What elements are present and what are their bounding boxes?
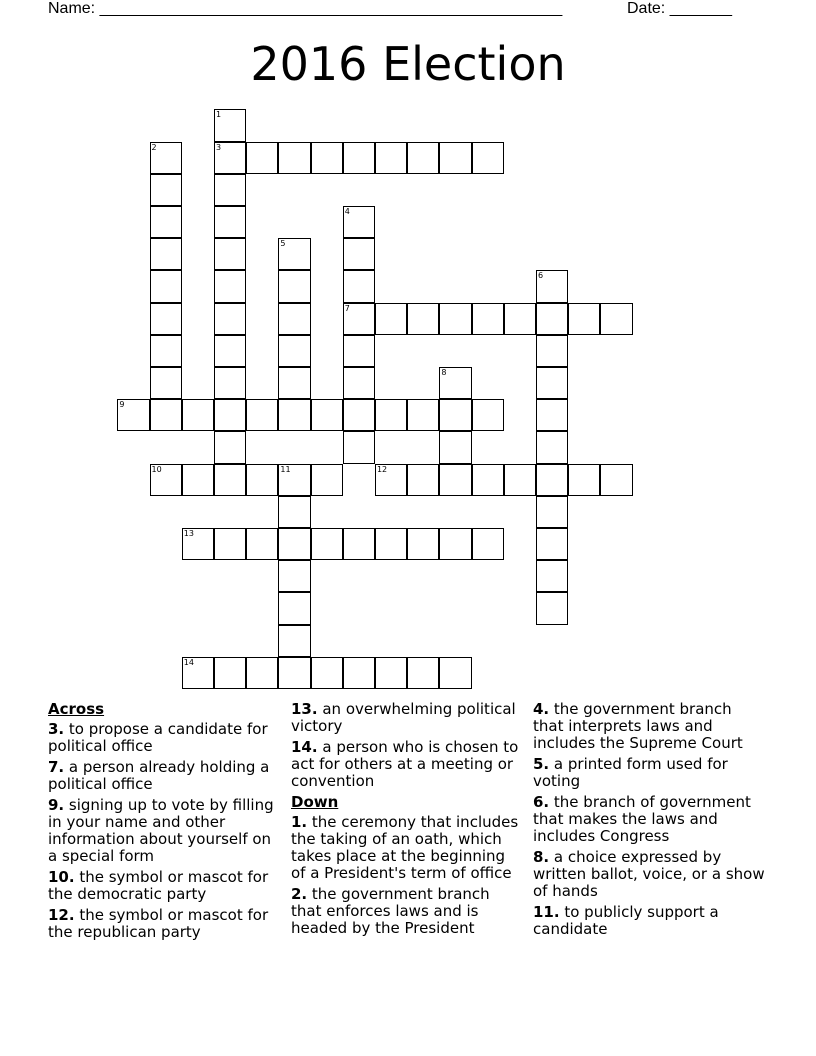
grid-cell[interactable] [536,560,568,592]
grid-cell[interactable] [600,303,632,335]
clue-text: a person who is chosen to act for others at a meeting or convention [291,738,519,790]
grid-cell[interactable] [278,560,310,592]
grid-cell[interactable] [600,464,632,496]
grid-cell[interactable] [472,303,504,335]
clue-text: to propose a candidate for political office [48,720,268,755]
clue-number: 5 [280,239,286,249]
grid-cell[interactable] [311,528,343,560]
grid-cell[interactable] [343,335,375,367]
clue-number: 12 [376,464,388,474]
clue-item [48,759,280,793]
grid-cell[interactable] [439,657,471,689]
grid-cell[interactable] [278,142,310,174]
grid-cell[interactable] [472,528,504,560]
grid-cell[interactable] [407,528,439,560]
grid-cell[interactable] [278,270,310,302]
grid-cell[interactable] [214,399,246,431]
grid-cell[interactable] [536,335,568,367]
grid-cell[interactable] [214,238,246,270]
grid-cell[interactable] [182,528,214,560]
grid-cell[interactable] [150,303,182,335]
grid-cell[interactable] [504,464,536,496]
clue-number: 9 [119,400,125,410]
grid-cell[interactable] [311,464,343,496]
date-line[interactable]: Date: _______ [627,0,732,17]
grid-cell[interactable] [246,142,278,174]
grid-cell[interactable] [214,464,246,496]
grid-cell[interactable] [536,464,568,496]
grid-cell[interactable] [375,399,407,431]
clue-text: the symbol or mascot for the republican party [48,906,269,941]
grid-cell[interactable] [439,528,471,560]
grid-cell[interactable] [150,367,182,399]
grid-cell[interactable] [150,464,182,496]
clue-text: a printed form used for voting [533,755,728,790]
grid-cell[interactable] [439,464,471,496]
grid-cell[interactable] [343,528,375,560]
clue-num: 7. [48,758,65,776]
grid-cell[interactable] [375,528,407,560]
name-line[interactable]: Name: ____________________________________________________ [48,0,563,17]
grid-cell[interactable] [343,142,375,174]
grid-cell[interactable] [117,399,149,431]
grid-cell[interactable] [568,464,600,496]
grid-cell[interactable] [439,303,471,335]
grid-cell[interactable] [150,142,182,174]
clue-number: 3 [215,142,222,152]
clue-num: 3. [48,720,65,738]
grid-cell[interactable] [439,399,471,431]
grid-cell[interactable] [150,174,182,206]
grid-cell[interactable] [246,464,278,496]
grid-cell[interactable] [375,657,407,689]
clue-num: 13. [291,700,318,718]
grid-cell[interactable] [536,496,568,528]
grid-cell[interactable] [278,238,310,270]
section-heading: Across [48,700,105,718]
grid-cell[interactable] [472,399,504,431]
clue-text: the ceremony that includes the taking of an oath, which takes place at the beginning of a President's term of office [291,813,519,882]
grid-cell[interactable] [343,238,375,270]
grid-cell[interactable] [278,625,310,657]
clue-item [291,814,523,882]
clue-item [291,886,523,937]
clue-num: 8. [533,848,550,866]
grid-cell[interactable] [439,431,471,463]
clue-text: a choice expressed by written ballot, voice, or a show of hands [533,848,765,900]
clue-number: 6 [537,271,544,281]
grid-cell[interactable] [375,142,407,174]
clue-item [48,907,280,941]
grid-cell[interactable] [472,142,504,174]
clue-num: 6. [533,793,550,811]
grid-cell[interactable] [182,399,214,431]
clue-num: 11. [533,903,560,921]
grid-cell[interactable] [214,109,246,141]
grid-cell[interactable] [343,303,375,335]
clue-item [48,869,280,903]
grid-cell[interactable] [375,464,407,496]
grid-cell[interactable] [311,142,343,174]
grid-cell[interactable] [214,657,246,689]
grid-cell[interactable] [214,303,246,335]
grid-cell[interactable] [278,367,310,399]
grid-cell[interactable] [246,657,278,689]
grid-cell[interactable] [536,399,568,431]
grid-cell[interactable] [278,303,310,335]
grid-cell[interactable] [214,335,246,367]
clue-number: 13 [183,528,194,538]
grid-cell[interactable] [214,270,246,302]
grid-cell[interactable] [150,206,182,238]
grid-cell[interactable] [278,657,310,689]
grid-cell[interactable] [375,303,407,335]
grid-cell[interactable] [246,399,278,431]
clues-column-1 [48,701,280,945]
grid-cell[interactable] [214,431,246,463]
clue-number: 4 [344,206,350,216]
clue-num: 4. [533,700,550,718]
grid-cell[interactable] [214,367,246,399]
clue-number: 7 [344,303,350,313]
clue-item [533,794,765,845]
clue-num: 9. [48,796,65,814]
clue-num: 5. [533,755,550,773]
grid-cell[interactable] [343,367,375,399]
grid-cell[interactable] [278,464,310,496]
grid-cell[interactable] [343,399,375,431]
clue-item [48,797,280,865]
clue-number: 11 [280,464,291,474]
clue-number: 14 [183,657,194,667]
grid-cell[interactable] [278,335,310,367]
clue-text: to publicly support a candidate [533,903,719,938]
grid-cell[interactable] [278,528,310,560]
clues-column-3 [533,701,765,942]
grid-cell[interactable] [278,399,310,431]
grid-cell[interactable] [311,399,343,431]
grid-cell[interactable] [182,657,214,689]
grid-cell[interactable] [407,142,439,174]
grid-cell[interactable] [343,431,375,463]
section-heading: Down [291,793,339,811]
grid-cell[interactable] [278,496,310,528]
grid-cell[interactable] [214,528,246,560]
clue-number: 2 [151,142,157,152]
grid-cell[interactable] [439,367,471,399]
grid-cell[interactable] [150,270,182,302]
clue-num: 10. [48,868,75,886]
grid-cell[interactable] [214,206,246,238]
clue-number: 10 [151,464,162,474]
clue-text: the government branch that interprets laws and includes the Supreme Court [533,700,743,752]
grid-cell[interactable] [536,431,568,463]
grid-cell[interactable] [214,142,246,174]
clue-num: 1. [291,813,308,831]
grid-cell[interactable] [407,303,439,335]
clue-number: 1 [215,110,222,120]
grid-cell[interactable] [407,464,439,496]
clue-item [533,701,765,752]
grid-cell[interactable] [439,142,471,174]
grid-cell[interactable] [150,335,182,367]
clue-item [48,721,280,755]
grid-cell[interactable] [150,238,182,270]
grid-cell[interactable] [536,367,568,399]
grid-cell[interactable] [246,528,278,560]
grid-cell[interactable] [472,464,504,496]
grid-cell[interactable] [343,657,375,689]
grid-cell[interactable] [536,270,568,302]
grid-cell[interactable] [536,592,568,624]
grid-cell[interactable] [568,303,600,335]
puzzle-title: 2016 Election [250,37,566,91]
grid-cell[interactable] [343,270,375,302]
grid-cell[interactable] [343,206,375,238]
grid-cell[interactable] [182,464,214,496]
clue-text: the symbol or mascot for the democratic party [48,868,269,903]
grid-cell[interactable] [311,657,343,689]
clue-number: 8 [441,367,447,377]
clues-column-2 [291,701,523,941]
clue-text: the branch of government that makes the laws and includes Congress [533,793,751,845]
clue-text: a person already holding a political office [48,758,270,793]
grid-cell[interactable] [150,399,182,431]
grid-cell[interactable] [504,303,536,335]
clue-item [533,756,765,790]
clue-num: 14. [291,738,318,756]
clue-num: 2. [291,885,308,903]
grid-cell[interactable] [214,174,246,206]
grid-cell[interactable] [407,657,439,689]
grid-cell[interactable] [536,303,568,335]
clue-item [291,739,523,790]
clue-item [291,701,523,735]
clue-num: 12. [48,906,75,924]
clue-text: the government branch that enforces laws and is headed by the President [291,885,490,937]
clue-text: an overwhelming political victory [291,700,516,735]
clue-item [533,849,765,900]
clue-item [533,904,765,938]
clue-text: signing up to vote by filling in your name and other information about yourself on a special form [48,796,274,865]
grid-cell[interactable] [536,528,568,560]
grid-cell[interactable] [407,399,439,431]
grid-cell[interactable] [278,592,310,624]
